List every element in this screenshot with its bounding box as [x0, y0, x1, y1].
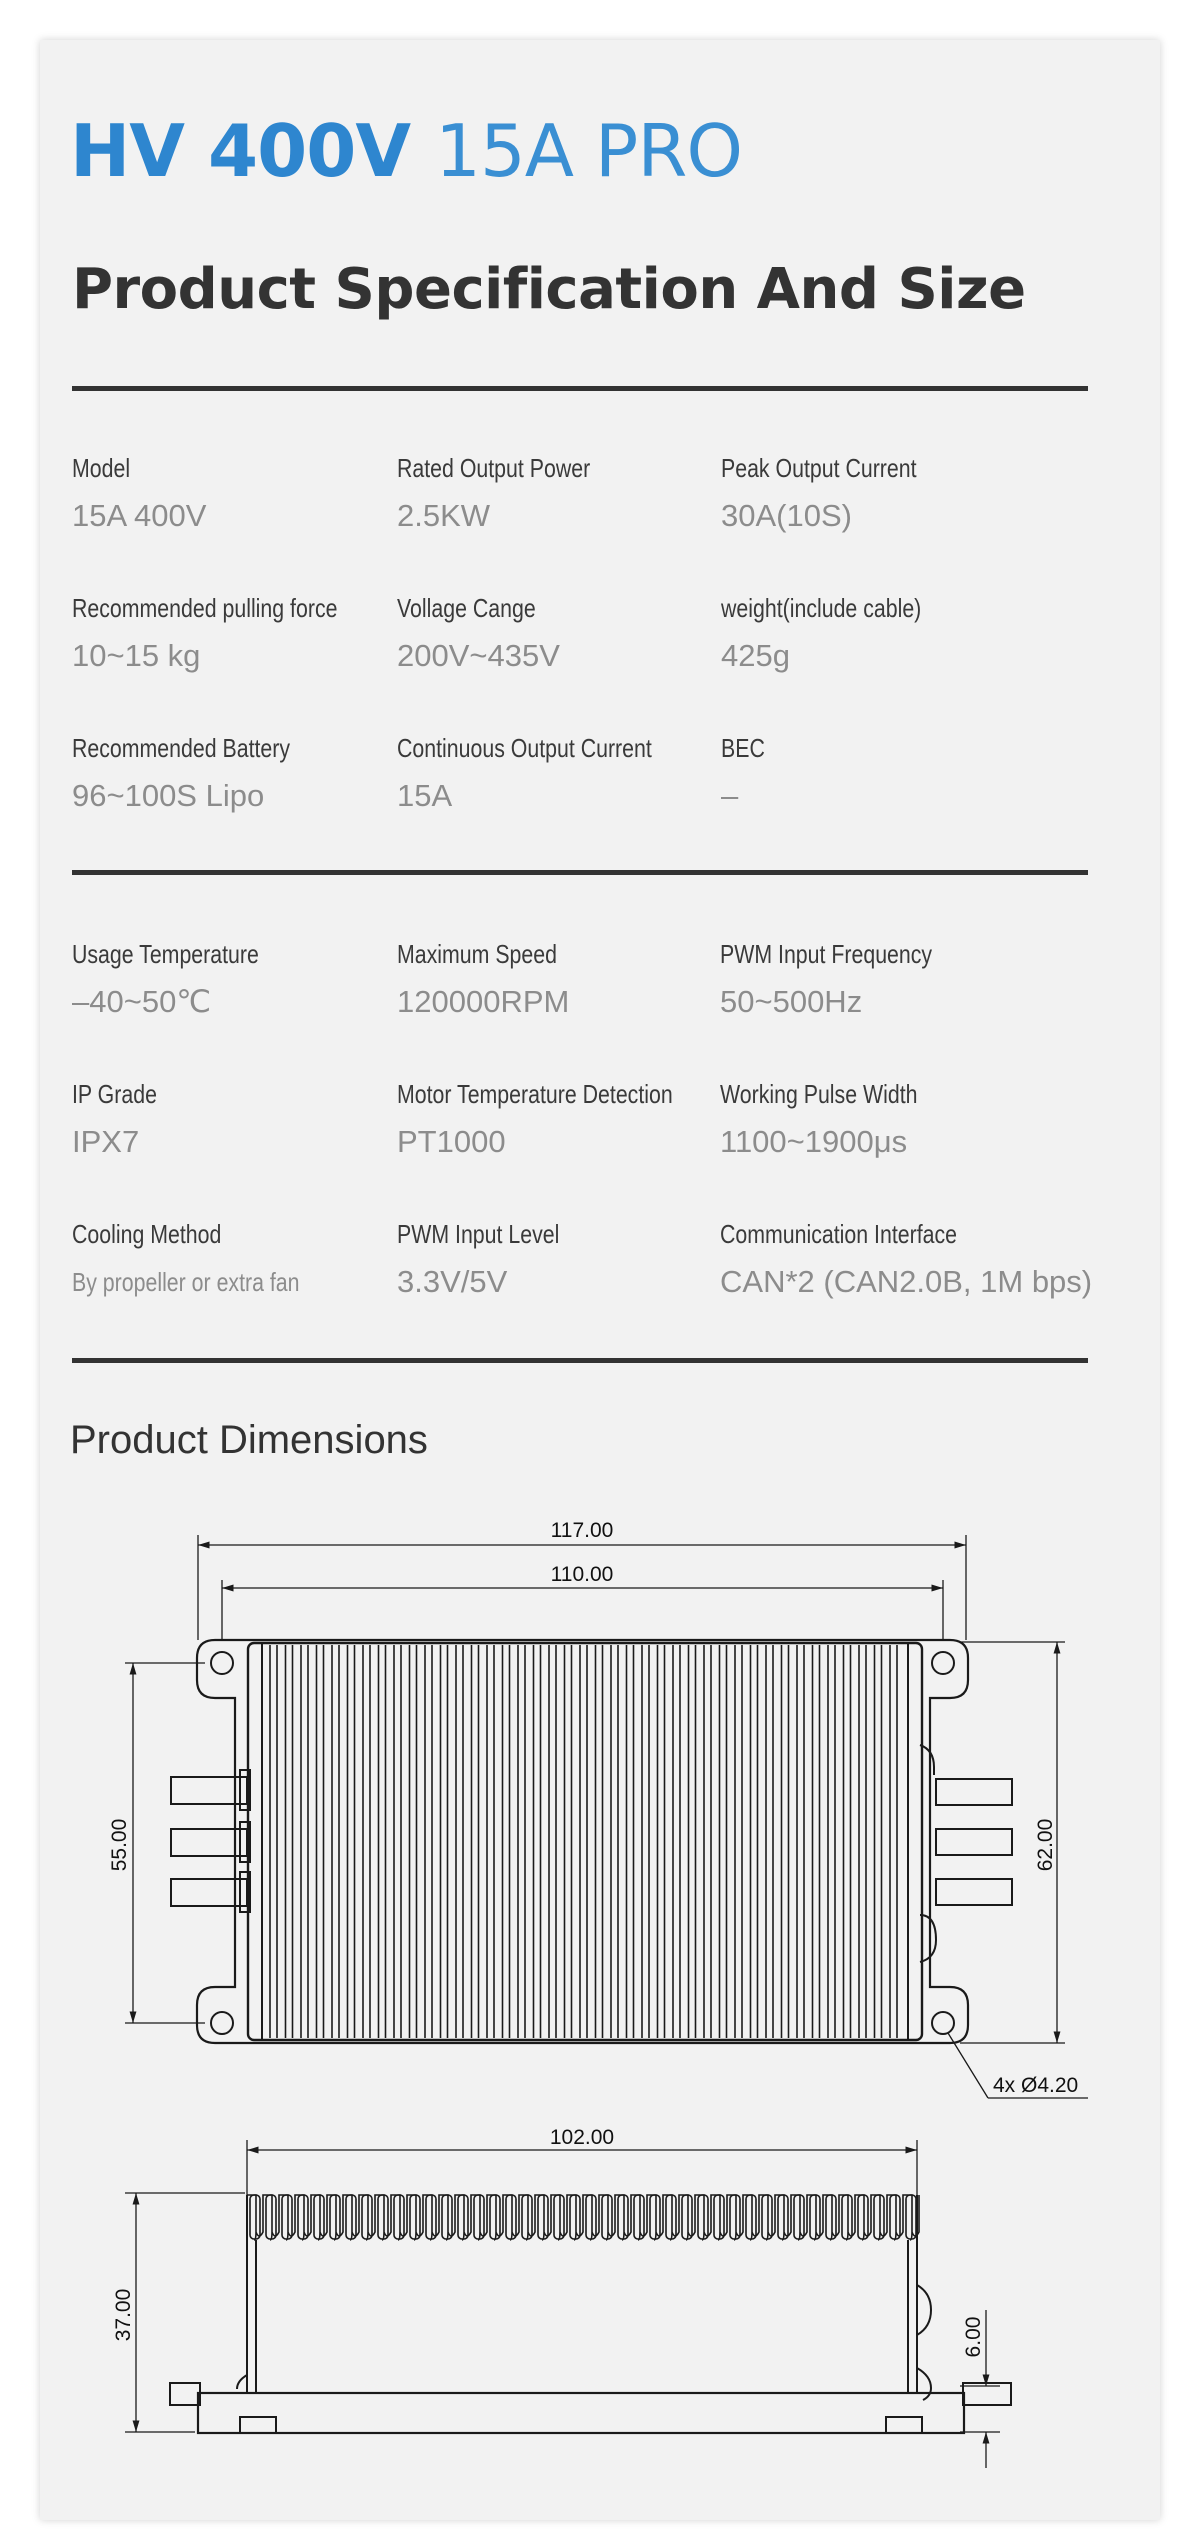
- fin: [330, 2195, 340, 2239]
- fin-profile: [247, 2195, 919, 2240]
- fin: [858, 2195, 868, 2239]
- fin: [650, 2195, 660, 2239]
- spec-value: CAN*2 (CAN2.0B, 1M bps): [720, 1264, 1093, 1299]
- dim-height: 37.00: [112, 2288, 135, 2342]
- fin: [826, 2195, 836, 2239]
- fin: [490, 2195, 500, 2239]
- spec-value: PT1000: [397, 1124, 506, 1159]
- dim-base-thickness: 6.00: [962, 2316, 985, 2358]
- dimensions-heading: Product Dimensions: [70, 1418, 428, 1462]
- spec-value: 200V~435V: [397, 638, 560, 673]
- spec-label: Recommended Battery: [72, 733, 291, 763]
- fin: [746, 2195, 756, 2239]
- spec-label: Recommended pulling force: [72, 593, 338, 623]
- spec-value: 10~15 kg: [72, 638, 201, 673]
- fin: [282, 2195, 292, 2239]
- spec-value: 50~500Hz: [720, 984, 863, 1019]
- spec-value: 1100~1900μs: [720, 1124, 908, 1159]
- spec-label: Working Pulse Width: [720, 1079, 918, 1109]
- fin: [682, 2195, 692, 2239]
- spec-label: weight(include cable): [721, 593, 922, 623]
- spec-label: Vollage Cange: [397, 593, 536, 623]
- fin: [810, 2195, 820, 2239]
- spec-value: 120000RPM: [397, 984, 570, 1019]
- spec-value: 96~100S Lipo: [72, 778, 265, 813]
- dim-overall-height: 62.00: [1034, 1818, 1057, 1872]
- fin: [714, 2195, 724, 2239]
- spec-value: 30A(10S): [721, 498, 852, 533]
- spec-label: IP Grade: [72, 1079, 157, 1109]
- fin: [842, 2195, 852, 2239]
- fin: [794, 2195, 804, 2239]
- fin: [602, 2195, 612, 2239]
- fin: [346, 2195, 356, 2239]
- fin: [778, 2195, 788, 2239]
- spec-value: 15A: [397, 778, 453, 813]
- spec-label: Motor Temperature Detection: [397, 1079, 673, 1109]
- spec-value: –: [721, 778, 739, 813]
- spec-value: 15A 400V: [72, 498, 207, 533]
- fin: [506, 2195, 516, 2239]
- fin: [250, 2195, 260, 2239]
- dim-mounting-holes: 4x Ø4.20: [993, 2074, 1079, 2097]
- fin: [618, 2195, 628, 2239]
- spec-value: –40~50℃: [72, 984, 212, 1019]
- fin: [762, 2195, 772, 2239]
- fin: [554, 2195, 564, 2239]
- spec-value: 3.3V/5V: [397, 1264, 508, 1299]
- fin: [378, 2195, 388, 2239]
- fin: [362, 2195, 372, 2239]
- fin: [890, 2195, 900, 2239]
- spec-label: BEC: [721, 733, 765, 763]
- fin: [730, 2195, 740, 2239]
- fin: [442, 2195, 452, 2239]
- fin: [586, 2195, 596, 2239]
- spec-label: Usage Temperature: [72, 939, 259, 969]
- fin: [458, 2195, 468, 2239]
- product-title-variant: 15A PRO: [435, 109, 743, 193]
- spec-label: Rated Output Power: [397, 453, 591, 483]
- spec-value: 425g: [721, 638, 790, 673]
- side-view-drawing: [125, 2140, 1011, 2468]
- dim-body-length: 102.00: [549, 2126, 615, 2149]
- dim-overall-width: 117.00: [550, 1519, 614, 1542]
- fin: [906, 2195, 916, 2239]
- spec-value: 2.5KW: [397, 498, 491, 533]
- fin: [634, 2195, 644, 2239]
- page-subtitle: Product Specification And Size: [72, 257, 1026, 322]
- fin: [314, 2195, 324, 2239]
- spec-label: PWM Input Level: [397, 1219, 560, 1249]
- spec-value: By propeller or extra fan: [72, 1267, 300, 1297]
- spec-label: Cooling Method: [72, 1219, 222, 1249]
- fin: [522, 2195, 532, 2239]
- fin: [666, 2195, 676, 2239]
- dim-hole-spacing-width: 110.00: [550, 1563, 614, 1586]
- spec-label: Peak Output Current: [721, 453, 917, 483]
- spec-label: PWM Input Frequency: [720, 939, 933, 969]
- fin: [570, 2195, 580, 2239]
- fin: [474, 2195, 484, 2239]
- spec-label: Communication Interface: [720, 1219, 958, 1249]
- fin: [394, 2195, 404, 2239]
- fin: [410, 2195, 420, 2239]
- heatsink-fins-side: [247, 2195, 919, 2240]
- spec-label: Continuous Output Current: [397, 733, 652, 763]
- fin: [426, 2195, 436, 2239]
- spec-label: Maximum Speed: [397, 939, 557, 969]
- fin: [538, 2195, 548, 2239]
- spec-label: Model: [72, 453, 131, 483]
- fin: [874, 2195, 884, 2239]
- fin: [298, 2195, 308, 2239]
- spec-value: IPX7: [72, 1124, 140, 1159]
- dim-hole-spacing-height: 55.00: [108, 1818, 131, 1872]
- fin: [698, 2195, 708, 2239]
- fin: [266, 2195, 276, 2239]
- heatsink-fins-top: [270, 1645, 897, 2038]
- product-title-model: HV 400V: [70, 109, 411, 193]
